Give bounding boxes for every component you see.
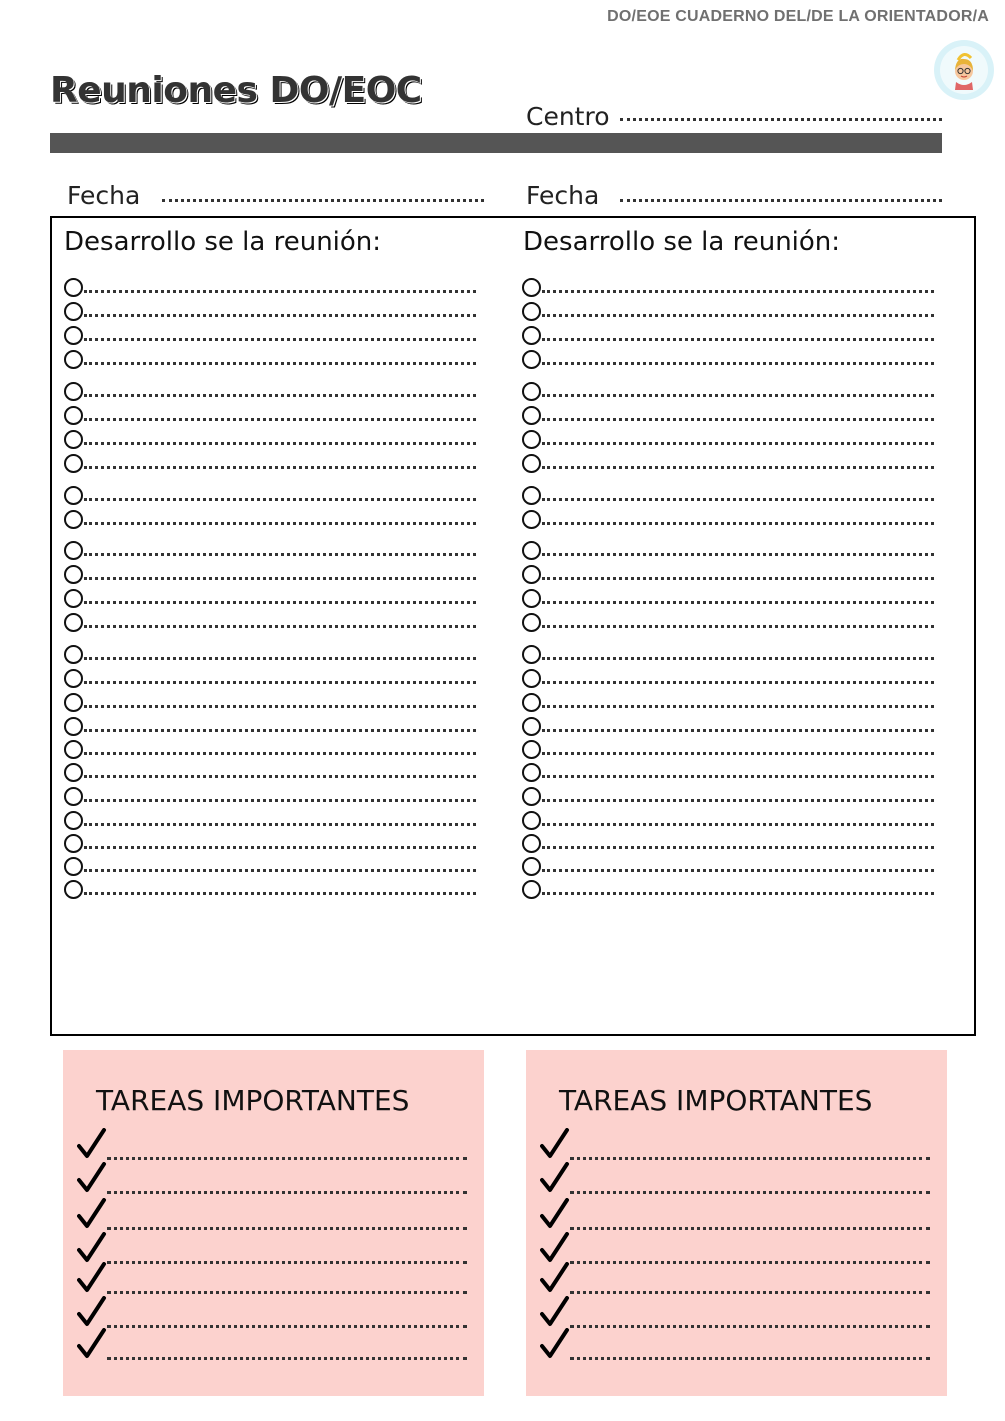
checkmark-icon — [540, 1296, 570, 1328]
checklist-item-right[interactable] — [522, 880, 934, 898]
checklist-item-left[interactable] — [64, 693, 476, 711]
dotted-answer-line[interactable] — [84, 625, 476, 628]
dotted-answer-line[interactable] — [84, 869, 476, 872]
dotted-answer-line[interactable] — [107, 1357, 467, 1360]
dotted-answer-line[interactable] — [84, 362, 476, 365]
circle-checkbox-icon[interactable] — [64, 406, 83, 425]
circle-checkbox-icon[interactable] — [522, 541, 541, 560]
fecha-field-left[interactable] — [162, 199, 484, 202]
logo — [934, 40, 994, 100]
dotted-answer-line[interactable] — [570, 1191, 930, 1194]
task-item-right[interactable] — [540, 1264, 930, 1298]
dotted-answer-line[interactable] — [542, 823, 934, 826]
circle-checkbox-icon[interactable] — [522, 857, 541, 876]
dotted-answer-line[interactable] — [542, 681, 934, 684]
checklist-item-right[interactable] — [522, 382, 934, 400]
checklist-item-left[interactable] — [64, 350, 476, 368]
dotted-answer-line[interactable] — [84, 681, 476, 684]
task-item-right[interactable] — [540, 1164, 930, 1198]
checklist-item-left[interactable] — [64, 541, 476, 559]
dotted-answer-line[interactable] — [107, 1227, 467, 1230]
checklist-item-right[interactable] — [522, 717, 934, 735]
checklist-item-left[interactable] — [64, 880, 476, 898]
checklist-item-left[interactable] — [64, 613, 476, 631]
circle-checkbox-icon[interactable] — [64, 645, 83, 664]
dotted-answer-line[interactable] — [107, 1191, 467, 1194]
task-item-left[interactable] — [77, 1164, 467, 1198]
task-item-left[interactable] — [77, 1234, 467, 1268]
dotted-answer-line[interactable] — [542, 466, 934, 469]
circle-checkbox-icon[interactable] — [522, 406, 541, 425]
checklist-item-left[interactable] — [64, 454, 476, 472]
task-item-left[interactable] — [77, 1298, 467, 1332]
dotted-answer-line[interactable] — [542, 752, 934, 755]
dotted-answer-line[interactable] — [542, 625, 934, 628]
circle-checkbox-icon[interactable] — [64, 326, 83, 345]
dotted-answer-line[interactable] — [84, 799, 476, 802]
dotted-answer-line[interactable] — [542, 729, 934, 732]
tasks-title-left: TAREAS IMPORTANTES — [96, 1084, 410, 1117]
checkmark-icon — [540, 1232, 570, 1264]
circle-checkbox-icon[interactable] — [64, 454, 83, 473]
section-heading-left: Desarrollo se la reunión: — [64, 227, 382, 257]
dotted-answer-line[interactable] — [84, 657, 476, 660]
dotted-answer-line[interactable] — [107, 1325, 467, 1328]
dotted-answer-line[interactable] — [542, 522, 934, 525]
checkmark-icon — [540, 1198, 570, 1230]
dotted-answer-line[interactable] — [542, 314, 934, 317]
checkmark-icon — [77, 1128, 107, 1160]
dotted-answer-line[interactable] — [542, 553, 934, 556]
dotted-answer-line[interactable] — [107, 1291, 467, 1294]
dotted-answer-line[interactable] — [84, 577, 476, 580]
dotted-answer-line[interactable] — [84, 442, 476, 445]
checklist-item-right[interactable] — [522, 454, 934, 472]
checklist-item-left[interactable] — [64, 382, 476, 400]
dotted-answer-line[interactable] — [84, 466, 476, 469]
circle-checkbox-icon[interactable] — [522, 454, 541, 473]
checklist-item-right[interactable] — [522, 693, 934, 711]
dotted-answer-line[interactable] — [107, 1157, 467, 1160]
dotted-answer-line[interactable] — [84, 314, 476, 317]
dotted-answer-line[interactable] — [542, 498, 934, 501]
checklist-item-right[interactable] — [522, 857, 934, 875]
checklist-item-left[interactable] — [64, 565, 476, 583]
dotted-answer-line[interactable] — [542, 338, 934, 341]
centro-label: Centro — [526, 102, 610, 131]
dotted-answer-line[interactable] — [84, 601, 476, 604]
dotted-answer-line[interactable] — [542, 775, 934, 778]
dotted-answer-line[interactable] — [542, 418, 934, 421]
checklist-item-right[interactable] — [522, 278, 934, 296]
tasks-panel-left — [63, 1050, 484, 1396]
dotted-answer-line[interactable] — [542, 442, 934, 445]
circle-checkbox-icon[interactable] — [522, 763, 541, 782]
circle-checkbox-icon[interactable] — [64, 541, 83, 560]
circle-checkbox-icon[interactable] — [522, 350, 541, 369]
fecha-field-right[interactable] — [620, 199, 942, 202]
checklist-item-left[interactable] — [64, 717, 476, 735]
dotted-answer-line[interactable] — [542, 394, 934, 397]
dotted-answer-line[interactable] — [84, 823, 476, 826]
checklist-item-left[interactable] — [64, 763, 476, 781]
checklist-item-left[interactable] — [64, 787, 476, 805]
checklist-item-left[interactable] — [64, 486, 476, 504]
header-caption: DO/EOE CUADERNO DEL/DE LA ORIENTADOR/A — [607, 8, 989, 25]
dotted-answer-line[interactable] — [542, 290, 934, 293]
circle-checkbox-icon[interactable] — [64, 669, 83, 688]
checklist-item-left[interactable] — [64, 645, 476, 663]
checklist-item-right[interactable] — [522, 645, 934, 663]
circle-checkbox-icon[interactable] — [522, 430, 541, 449]
checkmark-icon — [540, 1328, 570, 1360]
checklist-item-left[interactable] — [64, 669, 476, 687]
checklist-item-right[interactable] — [522, 406, 934, 424]
checkmark-icon — [540, 1162, 570, 1194]
checklist-item-left[interactable] — [64, 278, 476, 296]
section-heading-right: Desarrollo se la reunión: — [523, 227, 841, 257]
dotted-answer-line[interactable] — [542, 362, 934, 365]
tasks-title-right: TAREAS IMPORTANTES — [559, 1084, 873, 1117]
circle-checkbox-icon[interactable] — [64, 880, 83, 899]
checkmark-icon — [540, 1262, 570, 1294]
circle-checkbox-icon[interactable] — [64, 350, 83, 369]
task-item-left[interactable] — [77, 1264, 467, 1298]
dotted-answer-line[interactable] — [542, 657, 934, 660]
dotted-answer-line[interactable] — [84, 522, 476, 525]
dotted-answer-line[interactable] — [84, 846, 476, 849]
circle-checkbox-icon[interactable] — [522, 717, 541, 736]
circle-checkbox-icon[interactable] — [64, 382, 83, 401]
dotted-answer-line[interactable] — [84, 290, 476, 293]
dotted-answer-line[interactable] — [84, 338, 476, 341]
checklist-item-right[interactable] — [522, 589, 934, 607]
checklist-item-right[interactable] — [522, 510, 934, 528]
checklist-item-left[interactable] — [64, 406, 476, 424]
dotted-answer-line[interactable] — [84, 394, 476, 397]
dotted-answer-line[interactable] — [542, 705, 934, 708]
circle-checkbox-icon[interactable] — [522, 382, 541, 401]
checklist-item-right[interactable] — [522, 811, 934, 829]
circle-checkbox-icon[interactable] — [522, 787, 541, 806]
circle-checkbox-icon[interactable] — [522, 880, 541, 899]
task-item-right[interactable] — [540, 1130, 930, 1164]
circle-checkbox-icon[interactable] — [64, 857, 83, 876]
checklist-item-right[interactable] — [522, 326, 934, 344]
task-item-left[interactable] — [77, 1330, 467, 1364]
dotted-answer-line[interactable] — [542, 892, 934, 895]
circle-checkbox-icon[interactable] — [522, 510, 541, 529]
checklist-item-left[interactable] — [64, 510, 476, 528]
circle-checkbox-icon[interactable] — [64, 565, 83, 584]
circle-checkbox-icon[interactable] — [522, 613, 541, 632]
task-item-right[interactable] — [540, 1298, 930, 1332]
dotted-answer-line[interactable] — [542, 869, 934, 872]
task-item-left[interactable] — [77, 1200, 467, 1234]
task-item-right[interactable] — [540, 1234, 930, 1268]
centro-field[interactable] — [620, 118, 942, 121]
circle-checkbox-icon[interactable] — [522, 834, 541, 853]
circle-checkbox-icon[interactable] — [64, 278, 83, 297]
checklist-item-right[interactable] — [522, 350, 934, 368]
title-bar — [50, 133, 942, 153]
checkmark-icon — [77, 1232, 107, 1264]
circle-checkbox-icon[interactable] — [64, 613, 83, 632]
dotted-answer-line[interactable] — [84, 775, 476, 778]
circle-checkbox-icon[interactable] — [64, 717, 83, 736]
checklist-item-right[interactable] — [522, 740, 934, 758]
dotted-answer-line[interactable] — [570, 1227, 930, 1230]
task-item-left[interactable] — [77, 1130, 467, 1164]
checklist-item-left[interactable] — [64, 857, 476, 875]
dotted-answer-line[interactable] — [84, 553, 476, 556]
tasks-panel-right — [526, 1050, 947, 1396]
fecha-label-left: Fecha — [67, 181, 141, 210]
circle-checkbox-icon[interactable] — [64, 430, 83, 449]
dotted-answer-line[interactable] — [84, 729, 476, 732]
checkmark-icon — [77, 1162, 107, 1194]
checklist-item-right[interactable] — [522, 763, 934, 781]
circle-checkbox-icon[interactable] — [64, 811, 83, 830]
circle-checkbox-icon[interactable] — [64, 834, 83, 853]
logo-illustration — [934, 40, 994, 100]
circle-checkbox-icon[interactable] — [522, 645, 541, 664]
dotted-answer-line[interactable] — [84, 705, 476, 708]
circle-checkbox-icon[interactable] — [64, 510, 83, 529]
checkmark-icon — [77, 1328, 107, 1360]
circle-checkbox-icon[interactable] — [64, 693, 83, 712]
checkmark-icon — [77, 1296, 107, 1328]
checklist-item-right[interactable] — [522, 669, 934, 687]
checklist-item-left[interactable] — [64, 326, 476, 344]
checklist-item-right[interactable] — [522, 541, 934, 559]
checklist-item-right[interactable] — [522, 834, 934, 852]
dotted-answer-line[interactable] — [84, 498, 476, 501]
circle-checkbox-icon[interactable] — [522, 302, 541, 321]
checklist-item-left[interactable] — [64, 740, 476, 758]
circle-checkbox-icon[interactable] — [522, 811, 541, 830]
dotted-answer-line[interactable] — [570, 1157, 930, 1160]
checklist-item-right[interactable] — [522, 486, 934, 504]
circle-checkbox-icon[interactable] — [64, 787, 83, 806]
dotted-answer-line[interactable] — [542, 601, 934, 604]
dotted-answer-line[interactable] — [542, 577, 934, 580]
checklist-item-left[interactable] — [64, 302, 476, 320]
dotted-answer-line[interactable] — [570, 1325, 930, 1328]
dotted-answer-line[interactable] — [84, 892, 476, 895]
checkmark-icon — [540, 1128, 570, 1160]
dotted-answer-line[interactable] — [570, 1291, 930, 1294]
checklist-item-right[interactable] — [522, 302, 934, 320]
circle-checkbox-icon[interactable] — [64, 302, 83, 321]
circle-checkbox-icon[interactable] — [522, 589, 541, 608]
checklist-item-right[interactable] — [522, 430, 934, 448]
checklist-item-left[interactable] — [64, 834, 476, 852]
circle-checkbox-icon[interactable] — [64, 763, 83, 782]
checklist-item-right[interactable] — [522, 787, 934, 805]
circle-checkbox-icon[interactable] — [522, 669, 541, 688]
dotted-answer-line[interactable] — [84, 418, 476, 421]
circle-checkbox-icon[interactable] — [522, 565, 541, 584]
dotted-answer-line[interactable] — [570, 1357, 930, 1360]
circle-checkbox-icon[interactable] — [522, 326, 541, 345]
circle-checkbox-icon[interactable] — [522, 693, 541, 712]
circle-checkbox-icon[interactable] — [522, 486, 541, 505]
page-title: Reuniones DO/EOC — [50, 70, 422, 111]
circle-checkbox-icon[interactable] — [64, 740, 83, 759]
checklist-item-left[interactable] — [64, 430, 476, 448]
checklist-item-left[interactable] — [64, 589, 476, 607]
circle-checkbox-icon[interactable] — [64, 486, 83, 505]
checklist-item-right[interactable] — [522, 613, 934, 631]
checklist-item-left[interactable] — [64, 811, 476, 829]
task-item-right[interactable] — [540, 1200, 930, 1234]
circle-checkbox-icon[interactable] — [64, 589, 83, 608]
dotted-answer-line[interactable] — [542, 846, 934, 849]
task-item-right[interactable] — [540, 1330, 930, 1364]
dotted-answer-line[interactable] — [542, 799, 934, 802]
circle-checkbox-icon[interactable] — [522, 278, 541, 297]
fecha-label-right: Fecha — [526, 181, 600, 210]
circle-checkbox-icon[interactable] — [522, 740, 541, 759]
checkmark-icon — [77, 1262, 107, 1294]
dotted-answer-line[interactable] — [84, 752, 476, 755]
checklist-item-right[interactable] — [522, 565, 934, 583]
checkmark-icon — [77, 1198, 107, 1230]
